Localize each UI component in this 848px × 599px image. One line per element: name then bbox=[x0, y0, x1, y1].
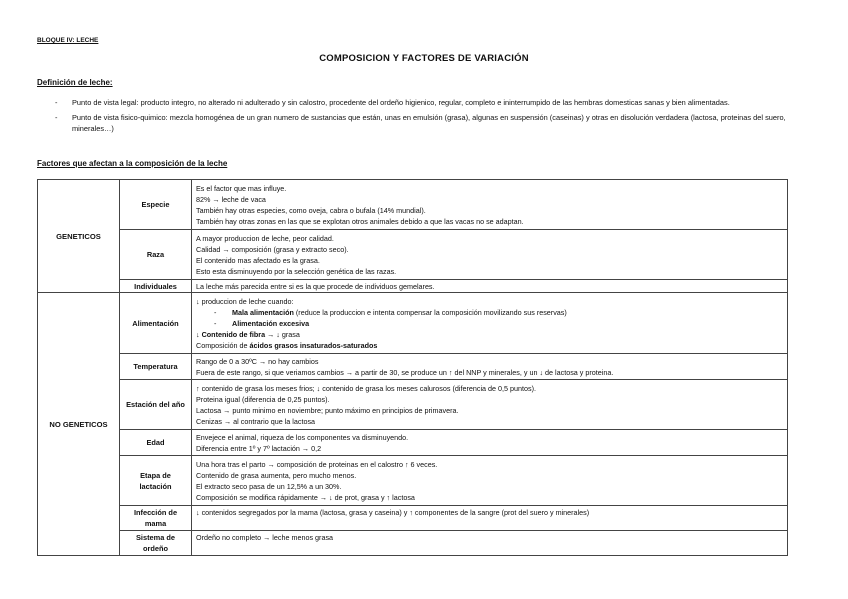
factor-raza: Raza bbox=[120, 230, 192, 280]
factor-estacion-desc: ↑ contenido de grasa los meses frios; ↓ contenido de grasa los meses calurosos (diferencia de 0,5 puntos). Proteina igual (diferencia de 0,25 puntos). Lactosa → punto minimo en noviembre; punto máximo en principios de primavera. Cenizas → al contrario que la lactosa bbox=[192, 380, 788, 430]
factor-individuales-desc: La leche más parecida entre si es la que procede de individuos gemelares. bbox=[192, 280, 788, 293]
category-no-geneticos: NO GENETICOS bbox=[38, 293, 120, 556]
table-row bbox=[38, 506, 788, 531]
factors-heading: Factores que afectan a la composición de la leche bbox=[37, 159, 228, 168]
definition-item-legal bbox=[37, 97, 797, 109]
factor-especie-desc: Es el factor que mas influye. 82% → leche de vaca También hay otras especies, como oveja, cabra o bufala (14% mundial). También hay otras zonas en las que se explotan otros animales debido a que las vacas no se adaptan. bbox=[192, 180, 788, 230]
factor-raza-desc: A mayor produccion de leche, peor calidad. Calidad → composición (grasa y extracto seco). El contenido mas afectado es la grasa. Esto esta disminuyendo por la selección genética de las razas. bbox=[192, 230, 788, 280]
table-row bbox=[38, 380, 788, 430]
factor-infeccion: Infección de mama bbox=[120, 506, 192, 531]
table-row bbox=[38, 230, 788, 280]
page-title: COMPOSICION Y FACTORES DE VARIACIÓN bbox=[319, 53, 529, 64]
factor-sistema-desc: Ordeño no completo → leche menos grasa bbox=[192, 531, 788, 556]
factor-temperatura: Temperatura bbox=[120, 354, 192, 380]
definition-text: Punto de vista fisico-quimico: mezcla homogénea de un gran numero de sustancias que están, unas en emulsión (grasa), algunas en suspensión (caseinas) y otras en disolución verdadera (lactosa, proteinas del suero, minerales…) bbox=[72, 112, 786, 133]
factor-alimentacion-desc: ↓ produccion de leche cuando: - Mala alimentación (reduce la produccion e intenta compensar la composición movilizando sus reservas) - Alimentación excesiva ↓ Contenido de fibra → ↓ grasa Composición de ácidos grasos insaturados-saturados bbox=[192, 293, 788, 354]
factor-etapa: Etapa de lactación bbox=[120, 456, 192, 506]
table-row bbox=[38, 430, 788, 456]
factor-etapa-desc: Una hora tras el parto → composición de proteinas en el calostro ↑ 6 veces. Contenido de grasa aumenta, pero mucho menos. El extracto seco pasa de un 12,5% a un 30%. Composición se modifica rápidamente → ↓ de prot, grasa y ↑ lactosa bbox=[192, 456, 788, 506]
factor-especie: Especie bbox=[120, 180, 192, 230]
factors-table bbox=[37, 179, 788, 556]
section-label: BLOQUE IV: LECHE bbox=[37, 37, 99, 44]
bullet-dash: - bbox=[55, 112, 58, 122]
factor-edad-desc: Envejece el animal, riqueza de los componentes va disminuyendo. Diferencia entre 1º y 7º lactación → 0,2 bbox=[192, 430, 788, 456]
bullet-dash: - bbox=[55, 98, 58, 107]
factor-temperatura-desc: Rango de 0 a 30ºC → no hay cambios Fuera de este rango, si que veriamos cambios → a partir de 30, se produce un ↑ del NNP y minerales, y un ↓ de lactosa y proteina. bbox=[192, 354, 788, 380]
table-row bbox=[38, 293, 788, 354]
factor-alimentacion: Alimentación bbox=[120, 293, 192, 354]
category-geneticos: GENETICOS bbox=[38, 180, 120, 293]
table-row bbox=[38, 531, 788, 556]
factor-edad: Edad bbox=[120, 430, 192, 456]
table-row bbox=[38, 456, 788, 506]
factor-individuales: Individuales bbox=[120, 280, 192, 293]
definition-text: Punto de vista legal: producto integro, no alterado ni adulterado y sin calostro, procedente del ordeño higienico, regular, completo e ininterrumpido de las hembras domesticas sanas y bien alimentadas. bbox=[72, 98, 730, 107]
factor-infeccion-desc: ↓ contenidos segregados por la mama (lactosa, grasa y caseina) y ↑ componentes de la sangre (prot del suero y minerales) bbox=[192, 506, 788, 531]
definition-list bbox=[37, 97, 797, 138]
factor-sistema: Sistema de ordeño bbox=[120, 531, 192, 556]
table-row bbox=[38, 354, 788, 380]
table-row bbox=[38, 180, 788, 230]
definition-item-fisicoquimico bbox=[37, 112, 797, 135]
table-row bbox=[38, 280, 788, 293]
factor-estacion: Estación del año bbox=[120, 380, 192, 430]
definition-heading: Definición de leche: bbox=[37, 78, 113, 87]
